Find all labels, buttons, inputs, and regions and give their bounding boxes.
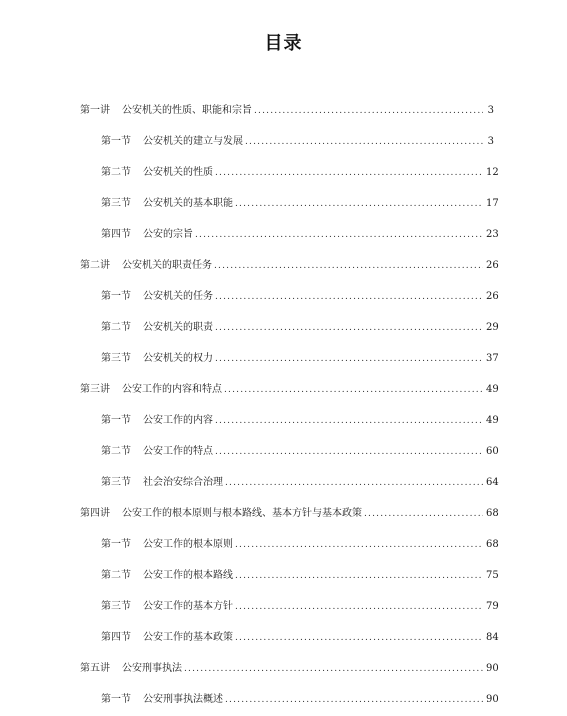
toc-entry-page-number: 29 <box>486 321 499 333</box>
dot-leader <box>225 693 483 707</box>
dot-leader <box>215 352 483 366</box>
dot-leader <box>215 414 483 428</box>
toc-entry-body <box>101 197 499 211</box>
toc-entry-body <box>101 228 499 242</box>
toc-entry-page-number: 26 <box>486 259 499 271</box>
toc-entry-number: 第四节 <box>101 632 131 644</box>
toc-entry-body <box>80 259 499 273</box>
toc-entry-number: 第二节 <box>101 446 131 458</box>
toc-chapter-entry[interactable] <box>0 250 567 281</box>
toc-section-entry[interactable] <box>0 530 567 561</box>
dot-leader <box>215 445 483 459</box>
toc-entry-title: 社会治安综合治理 <box>143 477 223 489</box>
toc-entry-title: 公安工作的根本路线 <box>143 570 233 582</box>
toc-entry-body <box>101 600 499 614</box>
dot-leader <box>245 135 483 149</box>
dot-leader <box>225 476 483 490</box>
toc-entry-page-number: 17 <box>486 197 499 209</box>
toc-entry-page-number: 23 <box>486 228 499 240</box>
toc-section-entry[interactable] <box>0 592 567 623</box>
toc-entry-title: 公安工作的根本原则与根本路线、基本方针与基本政策 <box>122 508 362 520</box>
dot-leader <box>215 290 483 304</box>
toc-entry-number: 第四讲 <box>80 508 110 520</box>
toc-entry-number: 第一节 <box>101 414 131 426</box>
dot-leader <box>224 383 483 397</box>
toc-entry-body <box>101 693 499 707</box>
toc-entry-title: 公安刑事执法 <box>122 663 182 675</box>
toc-entry-page-number: 79 <box>486 601 499 613</box>
toc-section-entry[interactable] <box>0 188 567 219</box>
toc-entry-number: 第二节 <box>101 321 131 333</box>
toc-entry-body <box>101 445 499 459</box>
toc-entry-page-number: 90 <box>486 694 499 706</box>
toc-entry-body <box>101 414 499 428</box>
dot-leader <box>235 600 483 614</box>
toc-entry-page-number: 84 <box>486 632 499 644</box>
toc-entry-body <box>80 507 499 521</box>
toc-entry-body <box>101 166 499 180</box>
toc-entry-body <box>101 476 499 490</box>
toc-entry-title: 公安机关的基本职能 <box>143 197 233 209</box>
toc-section-entry[interactable] <box>0 468 567 499</box>
toc-section-entry[interactable] <box>0 281 567 312</box>
toc-entry-body <box>101 290 499 304</box>
dot-leader <box>215 321 483 335</box>
toc-entry-title: 公安机关的权力 <box>143 352 213 364</box>
dot-leader <box>214 259 483 273</box>
dot-leader <box>254 104 483 118</box>
toc-entry-number: 第一节 <box>101 539 131 551</box>
toc-entry-title: 公安的宗旨 <box>143 228 193 240</box>
toc-entry-title: 公安工作的内容 <box>143 414 213 426</box>
toc-section-entry[interactable] <box>0 685 567 716</box>
toc-chapter-entry[interactable] <box>0 374 567 405</box>
toc-entry-number: 第五讲 <box>80 663 110 675</box>
toc-entry-body <box>101 321 499 335</box>
toc-entry-title: 公安工作的根本原则 <box>143 539 233 551</box>
toc-chapter-entry[interactable] <box>0 499 567 530</box>
table-of-contents <box>0 95 567 716</box>
toc-entry-title: 公安机关的职责 <box>143 321 213 333</box>
toc-entry-page-number: 26 <box>486 290 499 302</box>
toc-entry-title: 公安工作的基本政策 <box>143 632 233 644</box>
toc-entry-page-number: 3 <box>487 104 494 116</box>
toc-entry-title: 公安刑事执法概述 <box>143 694 223 706</box>
toc-entry-page-number: 64 <box>486 477 499 489</box>
toc-section-entry[interactable] <box>0 623 567 654</box>
toc-entry-number: 第三讲 <box>80 383 110 395</box>
toc-section-entry[interactable] <box>0 312 567 343</box>
dot-leader <box>364 507 483 521</box>
toc-entry-number: 第三节 <box>101 601 131 613</box>
toc-entry-body <box>80 383 499 397</box>
toc-entry-page-number: 49 <box>486 414 499 426</box>
toc-entry-title: 公安机关的性质 <box>143 166 213 178</box>
toc-entry-title: 公安机关的性质、职能和宗旨 <box>122 104 252 116</box>
toc-chapter-entry[interactable] <box>0 654 567 685</box>
dot-leader <box>235 569 483 583</box>
toc-entry-page-number: 90 <box>486 663 499 675</box>
toc-entry-body <box>101 135 494 149</box>
toc-entry-body <box>101 352 499 366</box>
toc-entry-page-number: 75 <box>486 570 499 582</box>
toc-entry-title: 公安工作的基本方针 <box>143 601 233 613</box>
toc-entry-page-number: 12 <box>486 166 499 178</box>
toc-section-entry[interactable] <box>0 126 567 157</box>
toc-entry-number: 第二节 <box>101 166 131 178</box>
dot-leader <box>195 228 483 242</box>
dot-leader <box>235 197 483 211</box>
dot-leader <box>235 631 483 645</box>
toc-entry-page-number: 60 <box>486 446 499 458</box>
toc-entry-number: 第三节 <box>101 477 131 489</box>
toc-entry-page-number: 3 <box>487 135 494 147</box>
toc-entry-page-number: 37 <box>486 352 499 364</box>
toc-entry-number: 第二讲 <box>80 259 110 271</box>
toc-entry-number: 第三节 <box>101 352 131 364</box>
toc-entry-body <box>80 104 494 118</box>
toc-entry-number: 第二节 <box>101 570 131 582</box>
toc-entry-page-number: 49 <box>486 383 499 395</box>
toc-entry-title: 公安机关的职责任务 <box>122 259 212 271</box>
toc-entry-title: 公安机关的建立与发展 <box>143 135 243 147</box>
toc-entry-number: 第一节 <box>101 290 131 302</box>
dot-leader <box>184 662 483 676</box>
toc-entry-page-number: 68 <box>486 539 499 551</box>
toc-entry-page-number: 68 <box>486 508 499 520</box>
toc-entry-number: 第三节 <box>101 197 131 209</box>
toc-entry-number: 第一节 <box>101 135 131 147</box>
toc-entry-title: 公安机关的任务 <box>143 290 213 302</box>
toc-section-entry[interactable] <box>0 561 567 592</box>
toc-section-entry[interactable] <box>0 219 567 250</box>
toc-section-entry[interactable] <box>0 157 567 188</box>
toc-chapter-entry[interactable] <box>0 95 567 126</box>
dot-leader <box>215 166 483 180</box>
toc-entry-title: 公安工作的内容和特点 <box>122 383 222 395</box>
toc-section-entry[interactable] <box>0 343 567 374</box>
toc-entry-title: 公安工作的特点 <box>143 446 213 458</box>
toc-entry-body <box>101 631 499 645</box>
toc-entry-number: 第一节 <box>101 694 131 706</box>
toc-entry-body <box>101 569 499 583</box>
page-title: 目录 <box>264 33 303 54</box>
toc-entry-number: 第一讲 <box>80 104 110 116</box>
toc-section-entry[interactable] <box>0 437 567 468</box>
dot-leader <box>235 538 483 552</box>
toc-entry-body <box>80 662 499 676</box>
toc-entry-body <box>101 538 499 552</box>
toc-entry-number: 第四节 <box>101 228 131 240</box>
toc-section-entry[interactable] <box>0 405 567 436</box>
